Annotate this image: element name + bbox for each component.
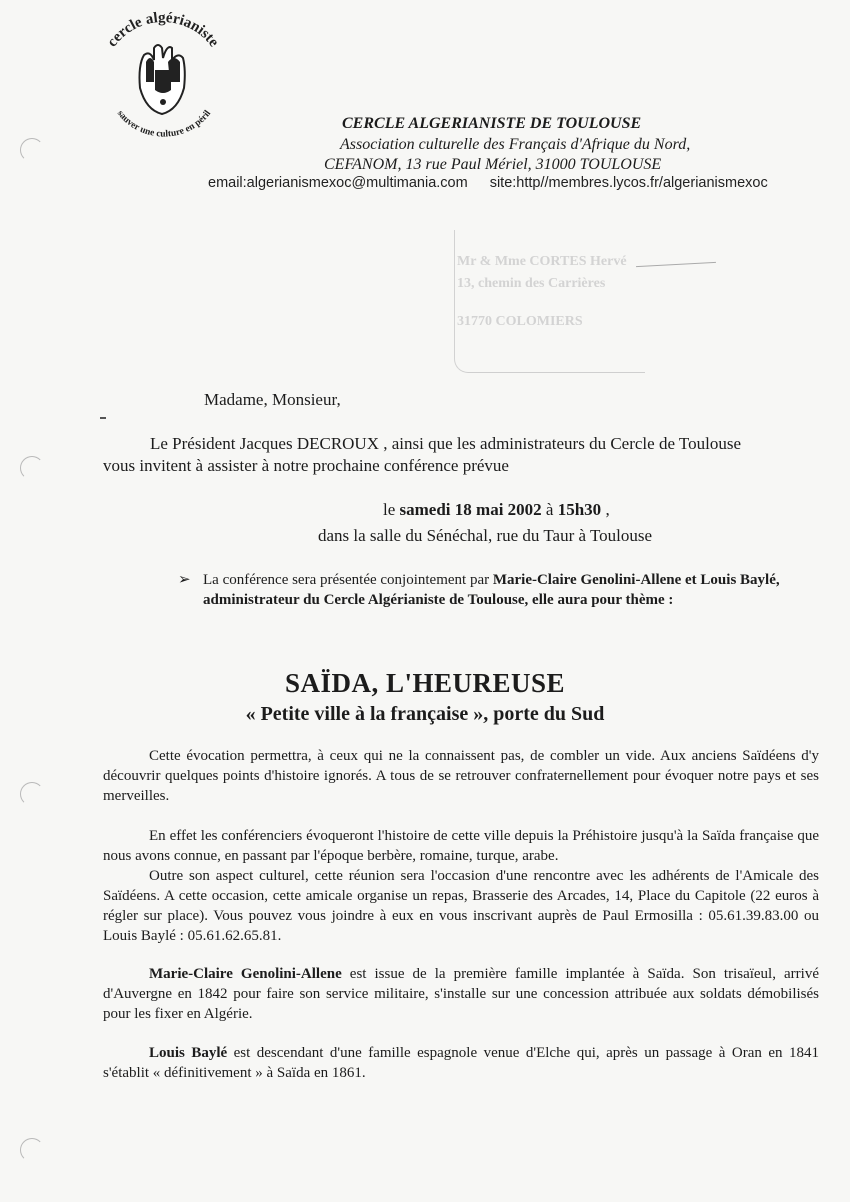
logo-text-top: cercle algérianiste — [104, 10, 222, 51]
event-date: le samedi 18 mai 2002 à 15h30 , — [383, 500, 610, 519]
presenters-bullet: ➢ La conférence sera présentée conjointement par Marie-Claire Genolini-Allene et Louis Baylé, administrateur du Cercle Algérianiste de Toulouse, elle aura pour thème : — [178, 572, 780, 608]
organization-address: CEFANOM, 13 rue Paul Mériel, 31000 TOULOUSE — [324, 156, 662, 173]
logo-text-bottom: sauver une culture en péril — [114, 108, 214, 140]
salutation: Madame, Monsieur, — [204, 390, 341, 409]
svg-text:cercle algérianiste — [104, 10, 222, 50]
hand-emblem-icon — [140, 45, 185, 114]
punch-hole — [20, 138, 44, 162]
recipient-address-label — [454, 230, 645, 373]
paragraph-bayle: Louis Baylé est descendant d'une famille espagnole venue d'Elche qui, après un passage à Oran en 1841 s'établit « définitivement » à Saïda en 1861. — [103, 1045, 819, 1081]
arrow-bullet-icon: ➢ — [178, 572, 191, 588]
event-venue: dans la salle du Sénéchal, rue du Taur à Toulouse — [318, 526, 653, 545]
punch-hole — [20, 1138, 44, 1162]
paragraph-genolini: Marie-Claire Genolini-Allene est issue de la première famille implantée à Saïda. Son trisaïeul, arrivé d'Auvergne en 1842 pour faire son service militaire, s'installe sur une concession attribuée aux soldats démobilisés pour les fixer en Algérie. — [103, 966, 819, 1022]
punch-hole — [20, 456, 44, 480]
website-link[interactable]: site:http//membres.lycos.fr/algerianismexoc — [489, 175, 768, 191]
conference-subtitle: « Petite ville à la française », porte du Sud — [245, 703, 605, 725]
punch-hole — [20, 782, 44, 806]
intro-paragraph: Le Président Jacques DECROUX , ainsi que les administrateurs du Cercle de Toulouse vous invitent à assister à notre prochaine conférence prévue — [103, 434, 742, 475]
contact-line — [208, 175, 768, 191]
organization-tagline: Association culturelle des Français d'Afrique du Nord, — [340, 136, 691, 153]
email-link[interactable]: email:algerianismexoc@multimania.com — [208, 175, 468, 191]
pen-stroke — [636, 262, 716, 267]
recipient-name: Mr & Mme CORTES Hervé — [457, 254, 627, 269]
margin-mark — [100, 417, 106, 419]
organization-name: CERCLE ALGERIANISTE DE TOULOUSE — [342, 115, 642, 132]
recipient-city: 31770 COLOMIERS — [457, 314, 583, 329]
conference-title: SAÏDA, L'HEUREUSE — [284, 668, 566, 698]
cercle-algerianiste-logo — [88, 10, 238, 140]
recipient-street: 13, chemin des Carrières — [457, 276, 606, 291]
paragraph-evocation: Cette évocation permettra, à ceux qui ne la connaissent pas, de combler un vide. Aux anciens Saïdéens d'y découvrir quelques points d'histoire ignorés. A tous de se retrouver confraternellement pour évoquer notre pays et ses merveilles. — [103, 748, 819, 804]
paragraph-history: En effet les conférenciers évoqueront l'histoire de cette ville depuis la Préhistoire jusqu'à la Saïda française que nous avons connue, en passant par l'époque berbère, romaine, turque, arabe. Outre son aspect culturel, cette réunion sera l'occasion d'une rencontre avec les adhérents de l'Amicale des Saïdéens. A cette occasion, cette amicale organise un repas, Brasserie des Arcades, 14, Place du Capitole (22 euros à régler sur place). Vous pouvez vous joindre à eux en vous inscrivant auprès de Paul Ermosilla : 05.61.39.83.00 ou Louis Baylé : 05.61.62.65.81. — [103, 828, 819, 944]
